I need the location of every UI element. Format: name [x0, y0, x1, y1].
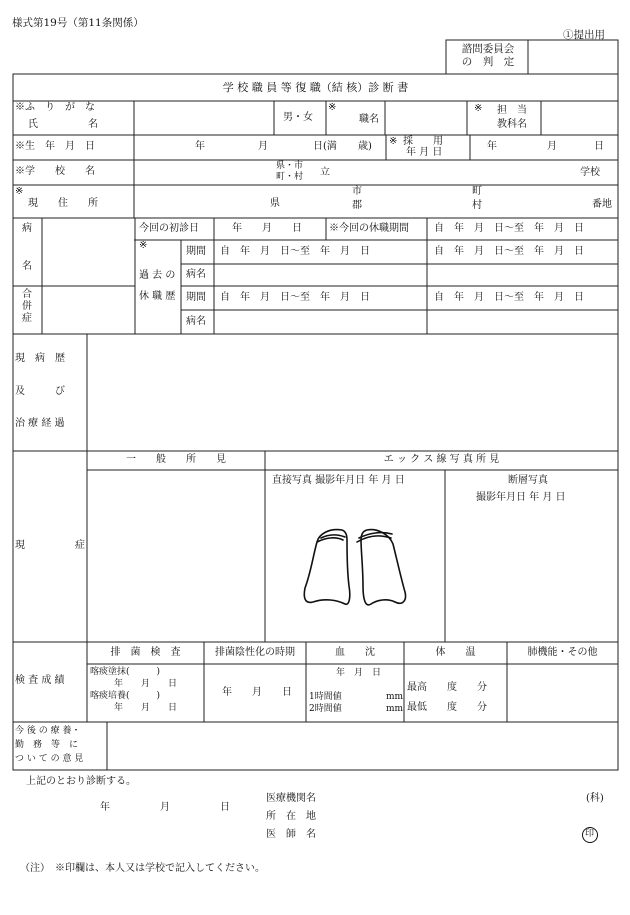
opinion-field[interactable]	[109, 724, 616, 768]
cert-month[interactable]: 月	[160, 802, 170, 813]
past-leave-label-1: 過 去 の	[139, 270, 176, 281]
form-title: 学 校 職 員 等 復 職（結 核）診 断 書	[222, 81, 409, 94]
address-prefecture: 県	[270, 198, 280, 209]
address-city: 市	[352, 186, 362, 197]
sex-option[interactable]: 男・女	[283, 112, 313, 123]
lung-function-field[interactable]	[509, 666, 616, 720]
past-leave-mark: ※	[139, 240, 148, 251]
subject-field[interactable]	[543, 103, 616, 133]
address-field[interactable]	[136, 187, 616, 216]
school-prefecture-city: 県・市	[276, 161, 304, 171]
complication-label-1: 合	[22, 289, 32, 300]
direct-photo-label: 直接写真 撮影年月日 年 月 日	[272, 475, 405, 486]
current-leave-period[interactable]: 自 年 月 日～至 年 月 日	[434, 223, 584, 234]
address-banchi: 番地	[592, 199, 612, 210]
disease-label-1: 病	[22, 223, 32, 234]
certify-text: 上記のとおり診断する。	[26, 776, 136, 787]
disease-name-field[interactable]	[44, 220, 133, 284]
blood-sedimentation-label: 血 沈	[335, 647, 375, 658]
form-number: 様式第19号（第11条関係）	[12, 17, 144, 29]
general-findings-field[interactable]	[89, 472, 263, 640]
first-exam-label: 今回の初診日	[139, 223, 199, 234]
job-title-field[interactable]	[387, 103, 465, 133]
disease-name-label-2: 病名	[186, 316, 206, 327]
birth-age[interactable]: 歳)	[358, 141, 372, 152]
job-title-label: 職名	[359, 114, 379, 125]
cert-day[interactable]: 日	[220, 802, 230, 813]
test-results-label: 検 査 成 績	[15, 675, 65, 686]
address-mark: ※	[15, 186, 24, 197]
school-town-village: 町・村	[276, 172, 304, 182]
committee-label-1: 諮問委員会	[461, 43, 515, 55]
school-suffix: 学校	[580, 167, 600, 178]
past-period-1a[interactable]: 自 年 月 日～至 年 月 日	[220, 246, 370, 257]
opinion-label-1: 今 後 の 療 養・	[15, 726, 81, 736]
hire-month[interactable]: 月	[547, 141, 557, 152]
period-label-1: 期間	[186, 246, 206, 257]
opinion-label-3: つ い て の 意 見	[15, 754, 84, 764]
birth-day[interactable]: 日(満	[313, 141, 337, 152]
seal-char: 印	[585, 829, 595, 839]
past-leave-label-2: 休 職 歴	[139, 291, 176, 302]
address-town: 町	[472, 186, 482, 197]
history-label-3: 治 療 経 過	[15, 418, 65, 429]
temp-max[interactable]: 最高 度 分	[407, 682, 487, 693]
period-label-2: 期間	[186, 292, 206, 303]
sputum-culture-label[interactable]: 喀痰培養( )	[90, 691, 161, 701]
complication-label-3: 症	[22, 313, 32, 324]
doctor-label: 医 師 名	[266, 829, 316, 840]
submission-copy-label: ①提出用	[563, 29, 605, 41]
subject-label-1: 担 当	[497, 105, 527, 116]
complication-label-2: 併	[22, 301, 32, 312]
hire-label-2: 年 月 日	[406, 147, 443, 158]
history-label-2: 及 び	[15, 386, 65, 397]
blood-test-date[interactable]: 年 月 日	[336, 668, 382, 678]
institution-suffix: (科)	[586, 793, 604, 804]
first-exam-date[interactable]: 年 月 日	[232, 223, 302, 234]
blood-2h-unit: mm	[386, 704, 404, 714]
job-title-mark: ※	[328, 102, 337, 113]
temp-min[interactable]: 最低 度 分	[407, 702, 487, 713]
location-label: 所 在 地	[266, 811, 316, 822]
birth-month[interactable]: 月	[258, 141, 268, 152]
lung-function-label: 肺機能・その他	[527, 647, 598, 658]
temperature-label: 体 温	[435, 647, 476, 658]
tomography-date-label: 撮影年月日 年 月 日	[476, 492, 566, 503]
current-leave-label: ※今回の休職期間	[329, 223, 409, 234]
subject-label-2: 教科名	[497, 119, 527, 130]
hire-year[interactable]: 年	[487, 141, 497, 152]
disease-name-label-1: 病名	[186, 269, 206, 280]
committee-label-2: の 判 定	[461, 56, 515, 68]
sputum-culture-date[interactable]: 年 月 日	[114, 703, 178, 713]
school-label: ※学 校 名	[15, 166, 95, 177]
furigana-label: ※ふ り が な	[15, 102, 95, 113]
hire-label-1: 採 用	[403, 136, 443, 147]
opinion-label-2: 勤 務 等 に	[15, 740, 79, 750]
negative-date[interactable]: 年 月 日	[222, 687, 292, 698]
blood-1h-unit: mm	[386, 692, 404, 702]
history-label-1: 現 病 歴	[15, 353, 65, 364]
blood-1h-label: 1時間値	[309, 692, 342, 702]
hire-day[interactable]: 日	[594, 141, 604, 152]
sputum-smear-date[interactable]: 年 月 日	[114, 679, 178, 689]
school-field[interactable]	[136, 162, 616, 183]
birth-label: ※生 年 月 日	[15, 141, 95, 152]
negative-time-label: 排菌陰性化の時期	[215, 647, 295, 658]
seal-mark	[582, 827, 598, 843]
name-label: 氏 名	[28, 119, 98, 130]
lung-diagram-icon	[295, 520, 415, 620]
symptoms-label: 現 症	[15, 540, 85, 551]
subject-mark: ※	[474, 103, 483, 114]
hire-mark: ※	[389, 136, 398, 147]
address-label: 現 住 所	[28, 198, 98, 209]
xray-findings-label: エ ッ ク ス 線 写 真 所 見	[383, 454, 500, 465]
sputum-smear-label[interactable]: 喀痰塗抹( )	[90, 667, 161, 677]
footnote: （注） ※印欄は、本人又は学校で記入してください。	[20, 863, 265, 874]
history-field[interactable]	[89, 336, 616, 449]
past-period-2b[interactable]: 自 年 月 日～至 年 月 日	[434, 292, 584, 303]
address-village: 村	[472, 200, 482, 211]
cert-year[interactable]: 年	[100, 802, 110, 813]
bacteria-test-label: 排 菌 検 査	[110, 647, 181, 658]
school-public-suffix: 立	[320, 167, 330, 178]
tomography-label: 断層写真	[508, 475, 548, 486]
general-findings-label: 一 般 所 見	[126, 454, 226, 465]
address-county: 郡	[352, 200, 362, 211]
past-period-1b[interactable]: 自 年 月 日～至 年 月 日	[434, 246, 584, 257]
past-period-2a[interactable]: 自 年 月 日～至 年 月 日	[220, 292, 370, 303]
institution-label: 医療機関名	[266, 793, 316, 804]
blood-2h-label: 2時間値	[309, 704, 342, 714]
complication-field[interactable]	[44, 288, 133, 332]
disease-label-2: 名	[22, 261, 32, 272]
name-field[interactable]	[136, 103, 272, 133]
birth-year[interactable]: 年	[195, 141, 205, 152]
committee-decision-field[interactable]	[530, 42, 616, 72]
